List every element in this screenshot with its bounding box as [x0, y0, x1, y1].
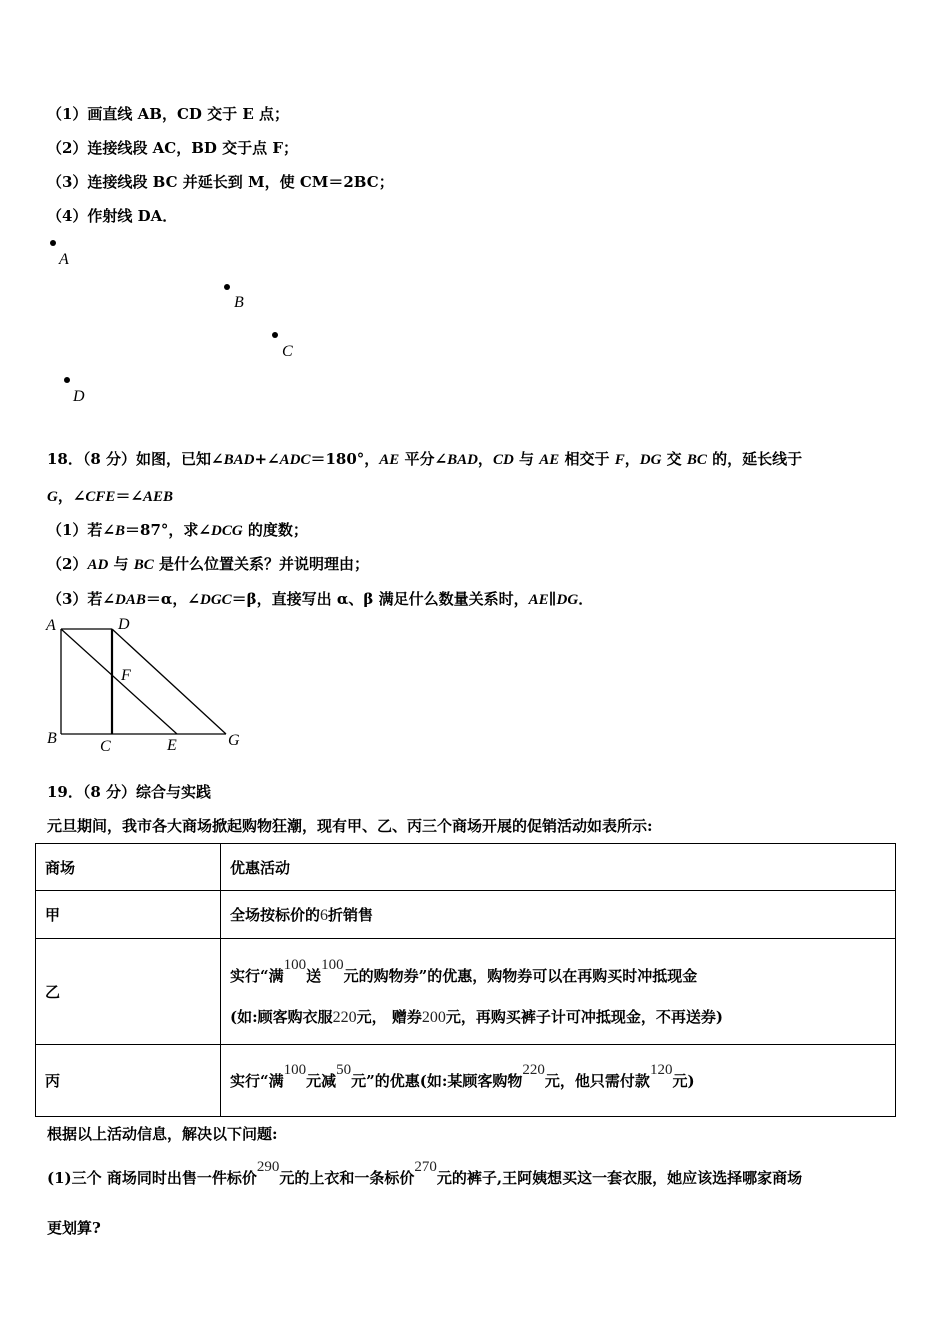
table-row-jia: [36, 891, 896, 939]
q17-step-1: （1）画直线 AB，CD 交于 E 点；: [47, 105, 290, 123]
store-jia: 甲: [36, 891, 221, 939]
header-store: 商场: [36, 844, 221, 891]
header-promotion: 优惠活动: [221, 844, 896, 891]
point-a-label: A: [59, 251, 69, 268]
fig-label-e: E: [167, 737, 177, 754]
promotion-table: [35, 843, 896, 1117]
q18-statement-line1: 18．（8 分）如图，已知∠BAD+∠ADC＝180°，AE 平分∠BAD，CD 与 AE 相交于 F，DG 交 BC 的，延长线于: [47, 450, 803, 468]
promo-jia: 全场按标价的6折销售: [221, 891, 896, 939]
fig-label-f: F: [121, 667, 131, 684]
q18-statement-line2: G，∠CFE＝∠AEB: [47, 487, 174, 505]
fig-label-a: A: [46, 617, 56, 634]
point-b-dot: [224, 284, 230, 290]
fig-label-b: B: [47, 730, 57, 747]
point-b-label: B: [234, 294, 244, 311]
store-bing: 丙: [36, 1045, 221, 1117]
q17-step-4: （4）作射线 DA．: [47, 207, 178, 225]
table-row-yi: [36, 939, 896, 1045]
point-d-label: D: [73, 388, 85, 405]
q18-geometry-figure: [40, 612, 250, 757]
q19-intro: 元旦期间，我市各大商场掀起购物狂潮，现有甲、乙、丙三个商场开展的促销活动如表所示:: [47, 817, 653, 835]
fig-label-d: D: [118, 616, 130, 633]
q19-after-table: 根据以上活动信息，解决以下问题:: [47, 1125, 278, 1143]
point-c-dot: [272, 332, 278, 338]
point-d-dot: [64, 377, 70, 383]
promo-yi-line1: 实行“满100送100元的购物券”的优惠，购物券可以在再购买时冲抵现金: [230, 956, 698, 985]
promo-yi: [221, 939, 896, 1045]
q17-step-3: （3）连接线段 BC 并延长到 M，使 CM＝2BC；: [47, 173, 394, 191]
q17-points-figure: [40, 230, 320, 410]
point-c-label: C: [282, 343, 293, 360]
promo-yi-line2: (如:顾客购衣服220元， 赠券200元，再购买裤子计可冲抵现金，不再送券): [230, 1007, 723, 1026]
segment-ae: [61, 629, 177, 734]
q18-part-3: （3）若∠DAB＝α，∠DGC＝β，直接写出 α、β 满足什么数量关系时，AE∥DG．: [47, 590, 594, 608]
q19-question-1-cont: 更划算?: [47, 1219, 101, 1237]
promo-bing: 实行“满100元减50元”的优惠(如:某顾客购物220元，他只需付款120元): [221, 1045, 896, 1117]
q19-question-1: (1)三个 商场同时出售一件标价290元的上衣和一条标价270元的裤子,王阿姨想买这一套衣服，她应该选择哪家商场: [47, 1159, 803, 1187]
fig-label-g: G: [228, 732, 240, 749]
q18-part-2: （2）AD 与 BC 是什么位置关系？并说明理由；: [47, 555, 369, 573]
q17-step-2: （2）连接线段 AC，BD 交于点 F；: [47, 139, 299, 157]
fig-label-c: C: [100, 738, 111, 755]
store-yi: 乙: [36, 939, 221, 1045]
q18-part-1: （1）若∠B＝87°，求∠DCG 的度数；: [47, 521, 308, 539]
table-header-row: [36, 844, 896, 891]
point-a-dot: [50, 240, 56, 246]
table-row-bing: [36, 1045, 896, 1117]
q19-title: 19．（8 分）综合与实践: [47, 783, 212, 801]
